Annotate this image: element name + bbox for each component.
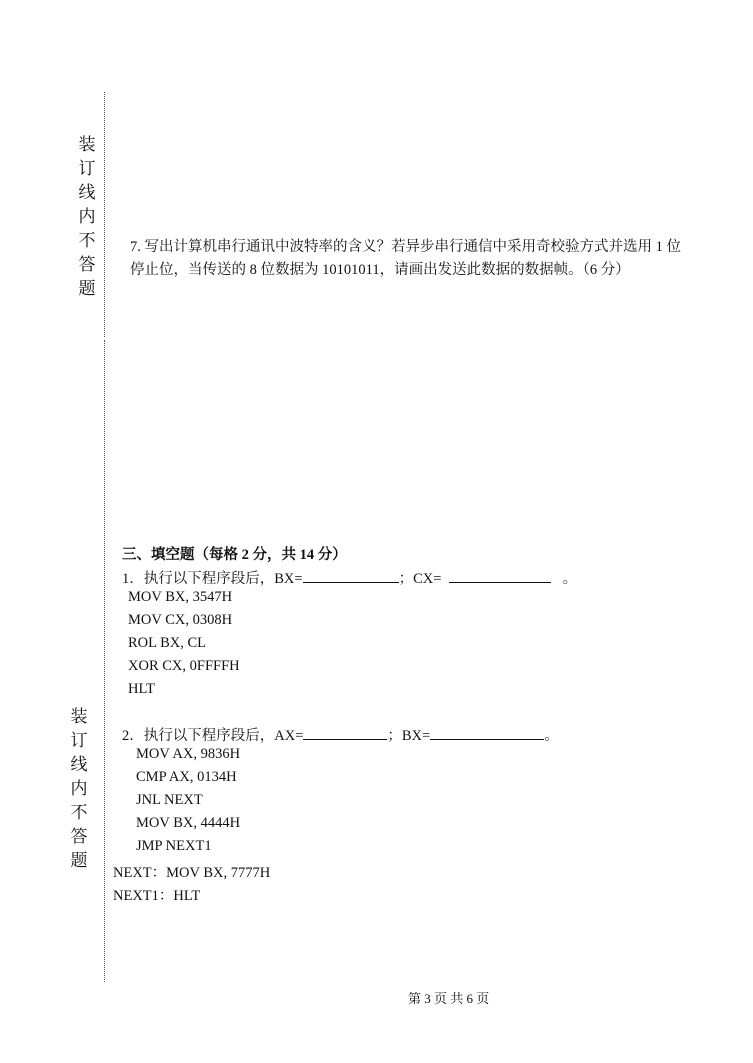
question-1-suffix: 。 xyxy=(562,571,578,587)
question-2-prefix: 2．执行以下程序段后，AX= xyxy=(122,728,304,744)
bx-answer-blank[interactable] xyxy=(303,568,399,583)
code-line: MOV AX, 9836H xyxy=(136,746,241,762)
code-line: CMP AX, 0134H xyxy=(136,769,237,785)
binding-char: 装 xyxy=(78,135,96,154)
binding-char: 答 xyxy=(78,255,96,274)
question-2-separator: ；BX= xyxy=(387,728,431,744)
binding-char: 线 xyxy=(70,755,88,774)
code-line: MOV CX, 0308H xyxy=(128,612,233,628)
binding-char: 内 xyxy=(78,207,96,226)
binding-char: 题 xyxy=(70,851,88,870)
section-3-title: 三、填空题（每格 2 分，共 14 分） xyxy=(122,547,347,563)
question-7: 7. 写出计算机串行通讯中波特率的含义？若异步串行通信中采用奇校验方式并选用 1 位停止位，当传送的 8 位数据为 10101011，请画出发送此数据的数据帧。（6 分） xyxy=(130,239,681,278)
labeled-code-line: NEXT1：HLT xyxy=(113,888,201,904)
binding-char: 题 xyxy=(78,279,96,298)
question-1-prefix: 1．执行以下程序段后，BX= xyxy=(122,571,303,587)
binding-char: 订 xyxy=(70,731,88,750)
code-line: XOR CX, 0FFFFH xyxy=(128,658,240,674)
binding-notice-bottom xyxy=(69,705,89,873)
binding-char: 装 xyxy=(70,707,88,726)
ax-answer-blank[interactable] xyxy=(303,725,387,740)
code-line: HLT xyxy=(128,681,155,697)
labeled-code-line: NEXT：MOV BX, 7777H xyxy=(113,865,271,881)
binding-char: 线 xyxy=(78,183,96,202)
code-line: MOV BX, 3547H xyxy=(128,589,233,605)
cx-answer-blank[interactable] xyxy=(449,568,551,583)
bx-answer-blank-2[interactable] xyxy=(430,725,544,740)
fill-question-1 xyxy=(122,567,577,588)
page-number: 第 3 页 共 6 页 xyxy=(408,991,490,1006)
binding-char: 不 xyxy=(70,803,88,822)
binding-margin-line-top xyxy=(104,92,105,337)
binding-char: 答 xyxy=(70,827,88,846)
fill-question-2 xyxy=(122,724,559,745)
binding-notice-top xyxy=(77,133,97,301)
code-line: ROL BX, CL xyxy=(128,635,207,651)
binding-char: 不 xyxy=(78,231,96,250)
binding-margin-line-bottom xyxy=(104,340,105,982)
binding-char: 内 xyxy=(70,779,88,798)
question-2-suffix: 。 xyxy=(544,728,559,744)
code-line: JMP NEXT1 xyxy=(136,838,212,854)
binding-char: 订 xyxy=(78,159,96,178)
question-1-separator: ；CX= xyxy=(398,571,442,587)
code-line: JNL NEXT xyxy=(136,792,203,808)
code-line: MOV BX, 4444H xyxy=(136,815,241,831)
